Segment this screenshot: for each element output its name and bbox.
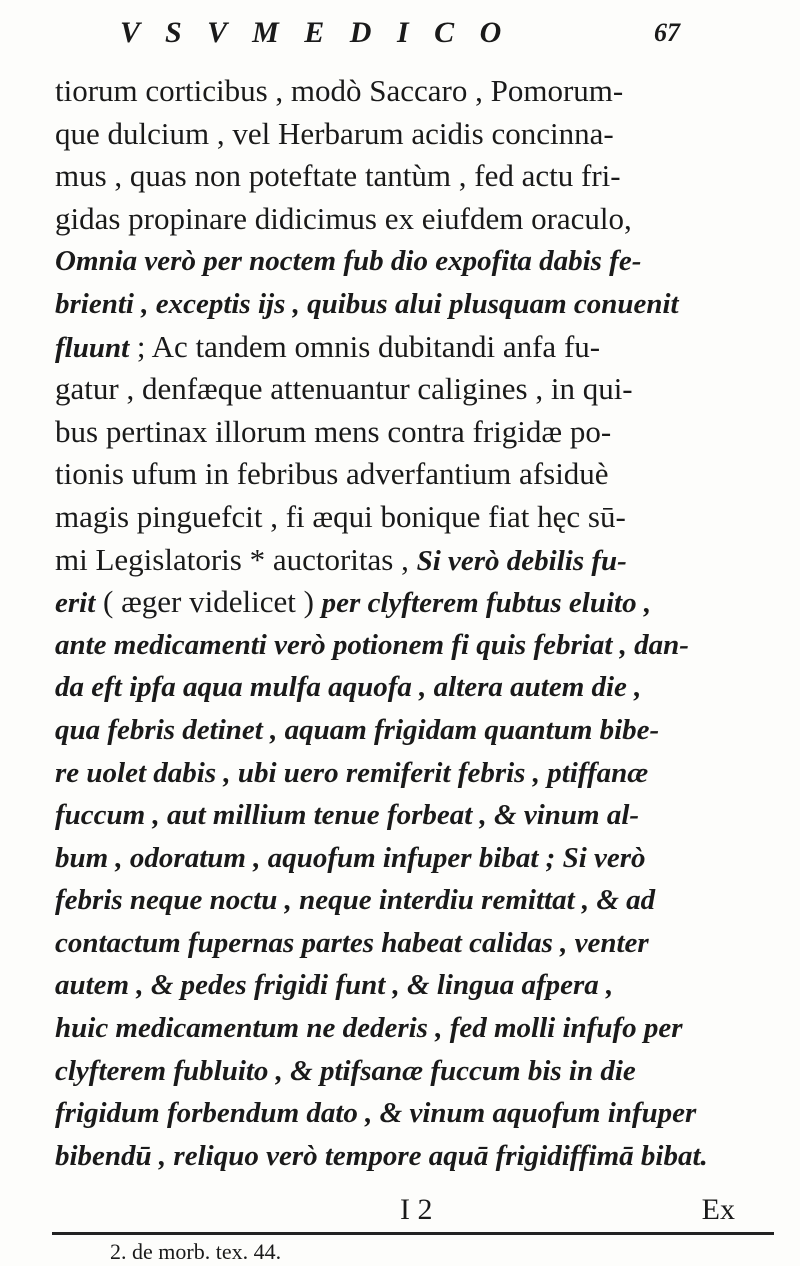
text-line: autem , & pedes frigidi funt , & lingua afpera ,	[55, 969, 614, 1002]
text-line: magis pinguefcit , fi æqui bonique fiat hęc sū-	[55, 498, 626, 534]
roman-segment: mi Legislatoris * auctoritas ,	[55, 541, 417, 577]
text-line: frigidum forbendum dato , & vinum aquofum infuper	[55, 1097, 697, 1130]
text-line: bum , odoratum , aquofum infuper bibat ; Si verò	[55, 841, 646, 874]
text-line: febris neque noctu , neque interdiu remittat , & ad	[55, 884, 656, 917]
text-line: fuccum , aut millium tenue forbeat , & vinum al-	[55, 799, 640, 832]
running-title: V S V M E D I C O	[120, 16, 511, 49]
text-line	[55, 326, 770, 369]
text-line: tiorum corticibus , modò Saccaro , Pomorum-	[55, 73, 624, 108]
page-header	[120, 16, 680, 56]
italic-segment: fluunt	[55, 331, 130, 364]
text-line: da eft ipfa aqua mulfa aquofa , altera autem die ,	[55, 671, 642, 704]
roman-segment: ( æger videlicet )	[95, 584, 322, 620]
text-line: mus , quas non poteftate tantùm , fed actu fri-	[55, 158, 621, 194]
text-line: huic medicamentum ne dederis , fed molli infufo per	[55, 1012, 683, 1045]
signature-mark: I 2	[400, 1193, 433, 1226]
text-line: que dulcium , vel Herbarum acidis concinna-	[55, 115, 614, 151]
italic-segment: Si verò debilis fu-	[416, 544, 627, 577]
italic-segment: erit	[55, 587, 96, 620]
italic-segment: per clyfterem fubtus eluito ,	[321, 587, 652, 620]
roman-segment: ; Ac tandem omnis dubitandi anfa fu-	[129, 328, 601, 364]
text-line: brienti , exceptis ijs , quibus alui plusquam conuenit	[55, 287, 679, 320]
body-text	[55, 70, 770, 1177]
text-line: tionis ufum in febribus adverfantium afsiduè	[55, 456, 609, 492]
text-line	[55, 581, 770, 624]
text-line: contactum fupernas partes habeat calidas , venter	[55, 926, 649, 959]
text-line: gidas propinare didicimus ex eiufdem oraculo,	[55, 200, 632, 236]
text-line: qua febris detinet , aquam frigidam quantum bibe-	[55, 713, 660, 746]
text-line: re uolet dabis , ubi uero remiferit febris , ptiffanæ	[55, 756, 649, 789]
page-number: 67	[654, 18, 680, 47]
footnote: 2. de morb. tex. 44.	[110, 1239, 282, 1264]
text-line: gatur , denfæque attenuantur caligines , in qui-	[55, 371, 633, 407]
footnote-rule	[52, 1232, 774, 1235]
text-line: bus pertinax illorum mens contra frigidæ po-	[55, 413, 612, 449]
catchword: Ex	[701, 1193, 735, 1226]
text-line: clyfterem fubluito , & ptifsanæ fuccum bis in die	[55, 1054, 636, 1087]
text-line	[55, 539, 770, 582]
text-line: ante medicamenti verò potionem fi quis febriat , dan-	[55, 628, 689, 661]
text-line: Omnia verò per noctem fub dio expofita dabis fe-	[55, 245, 642, 278]
signature-line	[55, 1193, 770, 1227]
text-line: bibendū , reliquo verò tempore aquā frigidiffimā bibat.	[55, 1139, 708, 1172]
